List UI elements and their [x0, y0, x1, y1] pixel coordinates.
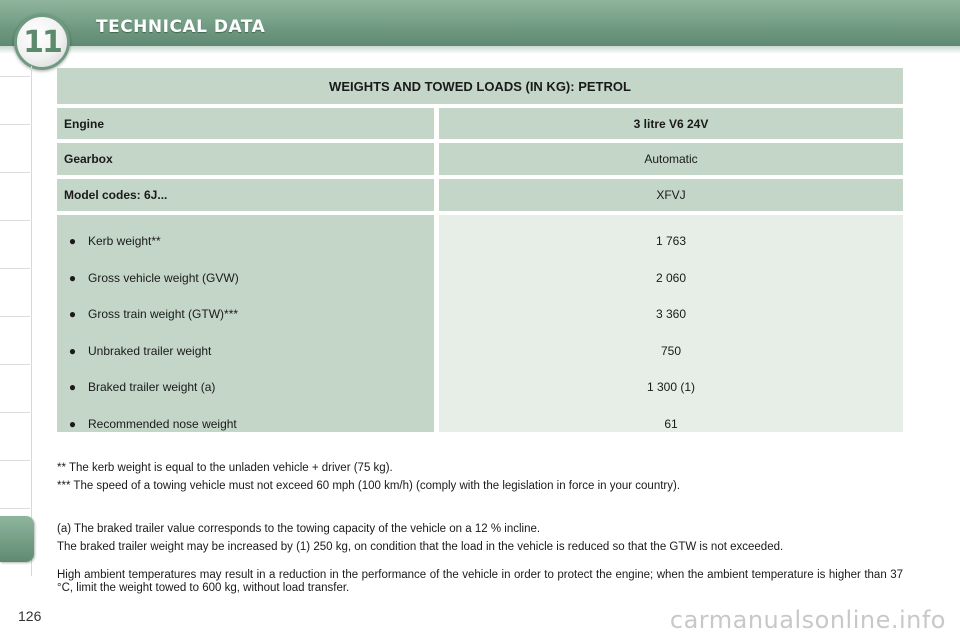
chapter-badge	[14, 14, 70, 70]
bullet-icon: ●	[68, 307, 77, 322]
weight-item	[57, 369, 434, 406]
side-tab-strip	[0, 66, 32, 576]
bullet-icon: ●	[68, 380, 77, 395]
weights-table	[57, 68, 903, 432]
weight-item	[57, 333, 434, 370]
weight-value: 2 060	[655, 270, 687, 285]
weights-values	[439, 215, 903, 432]
temperature-note: High ambient temperatures may result in a reduction in the performance of the vehicle in order to protect the engine; when the ambient temperature is higher than 37 °C, limit the weight towed to 600 kg, without load transfer.	[57, 569, 903, 594]
weight-value: 3 360	[655, 307, 687, 322]
watermark: carmanualsonline.info	[669, 606, 946, 634]
weight-label: Braked trailer weight (a)	[88, 380, 216, 395]
weight-label: Gross train weight (GTW)***	[88, 307, 239, 322]
weights-block	[57, 215, 903, 432]
side-tab-divider	[0, 268, 30, 269]
side-tab-divider	[0, 316, 30, 317]
table-row-gearbox	[57, 143, 903, 175]
kerb-weight-footnote: ** The kerb weight is equal to the unladen vehicle + driver (75 kg).	[57, 462, 393, 474]
page-title: TECHNICAL DATA	[96, 17, 266, 37]
weight-item	[57, 260, 434, 297]
side-tab-divider	[0, 460, 30, 461]
towing-speed-footnote: *** The speed of a towing vehicle must not exceed 60 mph (100 km/h) (comply with the legislation in force in your country).	[57, 480, 681, 492]
side-tab-divider	[0, 220, 30, 221]
weight-item	[57, 406, 434, 443]
table-title: WEIGHTS AND TOWED LOADS (IN KG): PETROL	[57, 68, 903, 104]
bullet-icon: ●	[68, 343, 77, 358]
weight-label: Recommended nose weight	[88, 416, 237, 431]
chapter-number: 11	[23, 24, 61, 60]
chapter-tab-active[interactable]	[0, 516, 34, 562]
weight-value: 750	[660, 343, 682, 358]
engine-value: 3 litre V6 24V	[439, 108, 903, 139]
side-tab-divider	[0, 172, 30, 173]
side-tab-divider	[0, 508, 30, 509]
bullet-icon: ●	[68, 270, 77, 285]
weight-item	[57, 223, 434, 260]
weight-value: 61	[664, 416, 678, 431]
table-row-model-codes	[57, 179, 903, 211]
model-codes-value: XFVJ	[439, 179, 903, 211]
gearbox-value: Automatic	[439, 143, 903, 175]
bullet-icon: ●	[68, 416, 77, 431]
side-tab-divider	[0, 76, 30, 77]
weight-item	[57, 296, 434, 333]
side-tab-divider	[0, 364, 30, 365]
engine-label: Engine	[57, 108, 434, 139]
weight-value: 1 763	[655, 234, 687, 249]
gearbox-label: Gearbox	[57, 143, 434, 175]
bullet-icon: ●	[68, 234, 77, 249]
trailer-increase-note: The braked trailer weight may be increased by (1) 250 kg, on condition that the load in the vehicle is reduced so that the GTW is not exceeded.	[57, 541, 784, 553]
header-shade	[0, 46, 960, 54]
weight-label: Unbraked trailer weight	[88, 343, 212, 358]
weight-label: Kerb weight**	[88, 234, 161, 249]
table-row-engine	[57, 108, 903, 139]
side-tab-divider	[0, 124, 30, 125]
weight-value: 1 300 (1)	[646, 380, 696, 395]
weights-labels	[57, 215, 434, 432]
weight-label: Gross vehicle weight (GVW)	[88, 270, 239, 285]
braked-trailer-note: (a) The braked trailer value corresponds to the towing capacity of the vehicle on a 12 % incline.	[57, 523, 541, 535]
model-codes-label: Model codes: 6J...	[57, 179, 434, 211]
side-tab-divider	[0, 412, 30, 413]
page-number: 126	[18, 608, 42, 624]
